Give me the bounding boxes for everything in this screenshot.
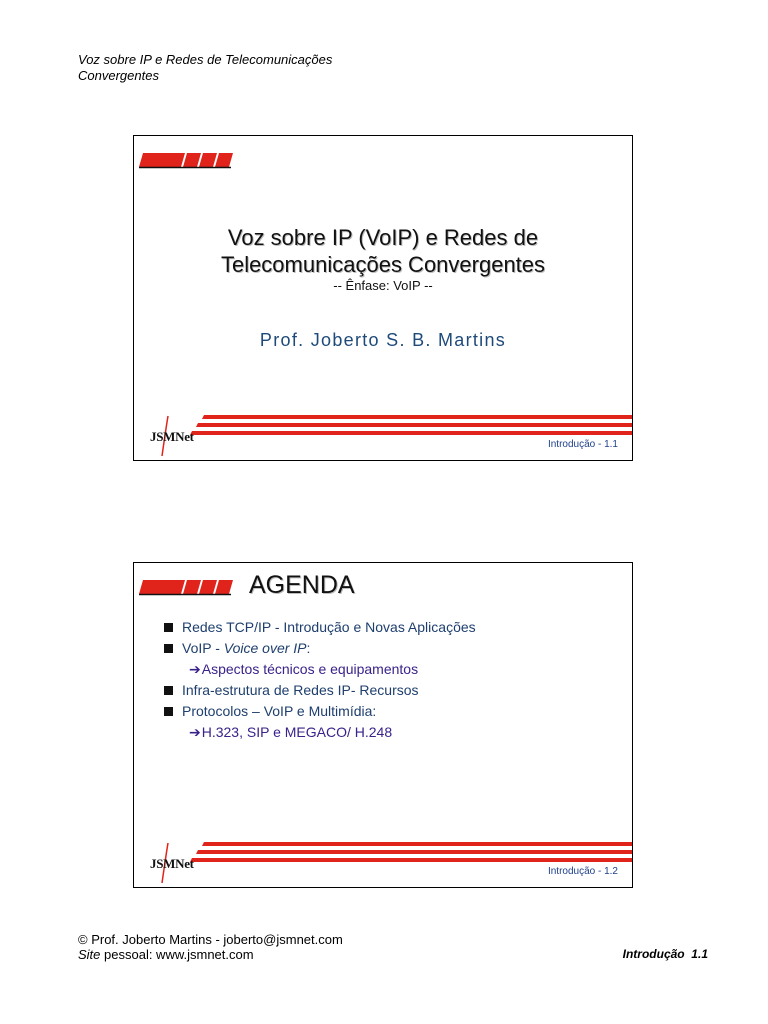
slide-2-title: AGENDA bbox=[249, 571, 355, 599]
square-bullet-icon bbox=[164, 686, 173, 695]
list-item bbox=[164, 680, 476, 701]
agenda-list bbox=[164, 617, 476, 743]
author-name: Prof. Joberto S. B. Martins bbox=[259, 330, 507, 350]
page-footer bbox=[78, 932, 343, 962]
jsmnet-logo bbox=[146, 412, 202, 460]
list-item bbox=[164, 638, 476, 659]
item-text: Infra-estrutura de Redes IP- Recursos bbox=[182, 682, 419, 698]
site-text: pessoal: www.jsmnet.com bbox=[100, 947, 254, 962]
slide-1 bbox=[133, 135, 633, 461]
header-line-1: Voz sobre IP e Redes de Telecomunicações bbox=[78, 52, 333, 67]
item-text: Protocolos – VoIP e Multimídia: bbox=[182, 703, 377, 719]
site-label: Site bbox=[78, 947, 101, 962]
slide-2 bbox=[133, 562, 633, 888]
copyright-text: © Prof. Joberto Martins - joberto@jsmnet.com bbox=[78, 932, 343, 947]
slide-number: Introdução - 1.1 bbox=[547, 439, 618, 450]
logo-text: JSMNet bbox=[150, 429, 194, 444]
item-text: Aspectos técnicos e equipamentos bbox=[201, 661, 419, 677]
square-bullet-icon bbox=[164, 623, 173, 632]
item-text: H.323, SIP e MEGACO/ H.248 bbox=[201, 724, 393, 740]
sub-list-item bbox=[164, 722, 476, 743]
site-line bbox=[78, 947, 343, 962]
red-stripes-logo bbox=[139, 151, 237, 169]
slide-1-subtitle: -- Ênfase: VoIP -- bbox=[333, 278, 433, 293]
right-arrow-icon: ➔ bbox=[189, 661, 201, 677]
right-arrow-icon: ➔ bbox=[189, 724, 201, 740]
logo-text: JSMNet bbox=[150, 856, 194, 871]
page-number: Introdução 1.1 bbox=[622, 947, 708, 961]
title-line-2: Telecomunicações Convergentes bbox=[220, 252, 546, 277]
list-item bbox=[164, 701, 476, 722]
red-stripes-logo bbox=[139, 578, 237, 596]
slide-number: Introdução - 1.2 bbox=[547, 866, 618, 877]
square-bullet-icon bbox=[164, 707, 173, 716]
header-line-2: Convergentes bbox=[78, 68, 159, 83]
page-header bbox=[78, 52, 332, 84]
item-text-italic: Voice over IP bbox=[223, 640, 307, 656]
item-text: Redes TCP/IP - Introdução e Novas Aplicações bbox=[182, 619, 476, 635]
slide-1-title bbox=[134, 224, 632, 278]
jsmnet-logo bbox=[146, 839, 202, 887]
item-text-suffix: : bbox=[306, 640, 311, 656]
item-text-prefix: VoIP - bbox=[182, 640, 224, 656]
list-item bbox=[164, 617, 476, 638]
sub-list-item bbox=[164, 659, 476, 680]
title-line-1: Voz sobre IP (VoIP) e Redes de bbox=[227, 225, 539, 250]
square-bullet-icon bbox=[164, 644, 173, 653]
